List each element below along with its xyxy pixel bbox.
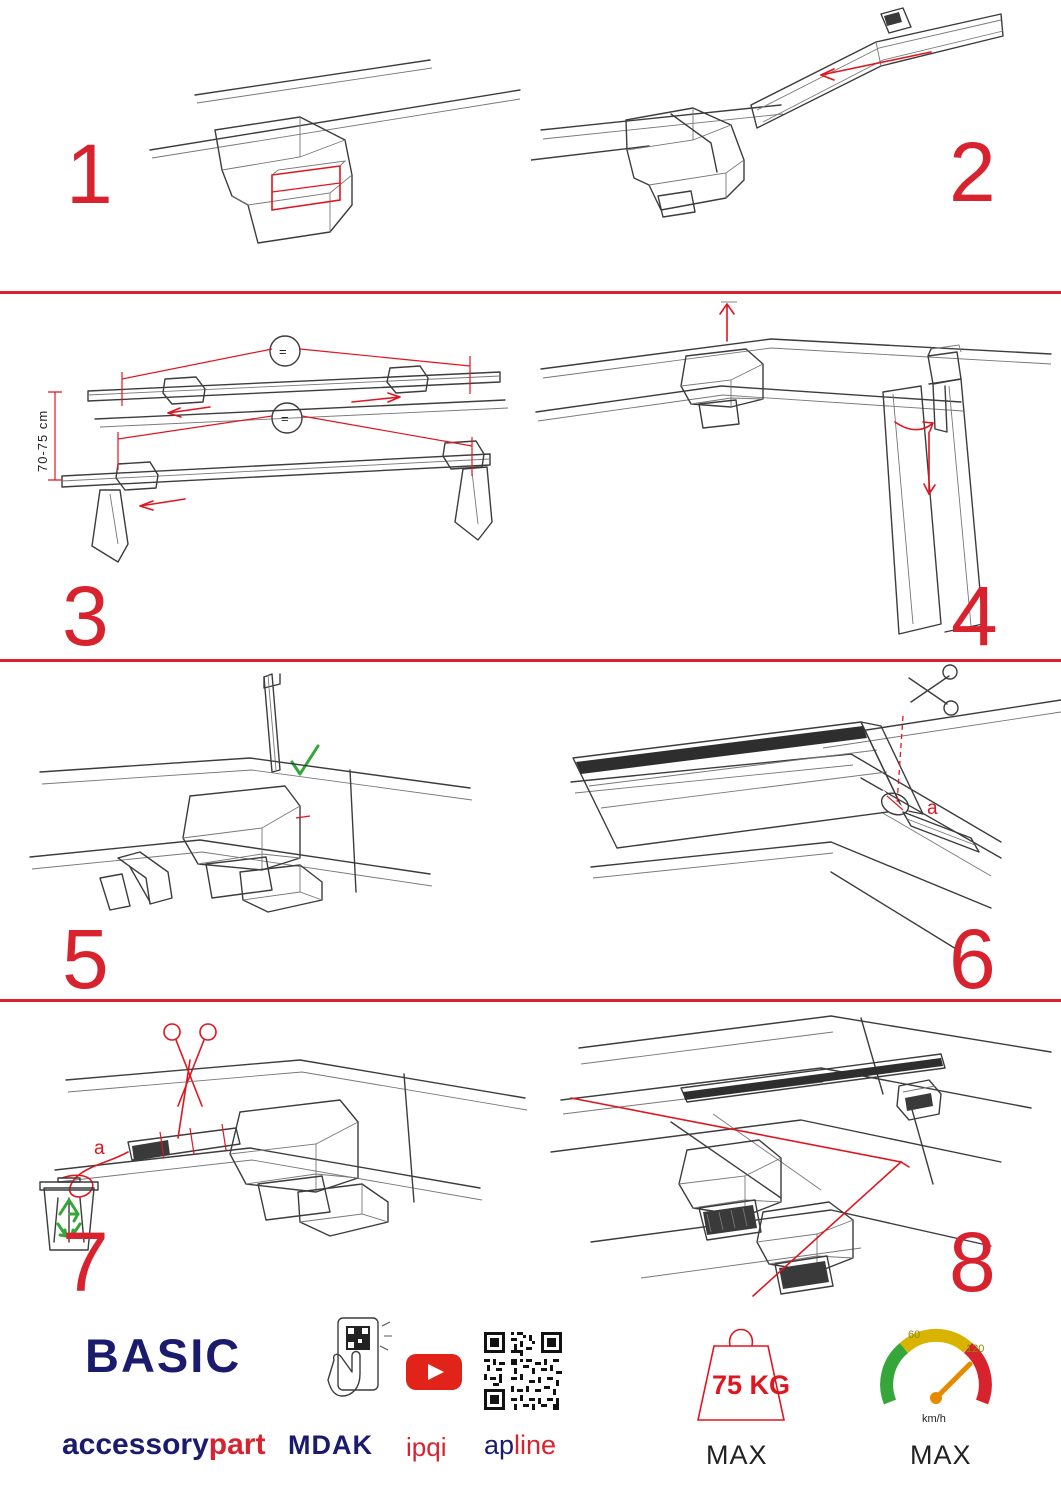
step-number-1: 1: [66, 127, 113, 221]
partner-apline: [484, 1430, 556, 1461]
step-1-panel: [0, 0, 530, 290]
step-number-4: 4: [951, 569, 998, 658]
youtube-icon[interactable]: [404, 1350, 464, 1394]
step-7-panel: [0, 1002, 530, 1298]
scissors-icon: [909, 665, 958, 715]
step-number-8: 8: [949, 1215, 996, 1298]
step-number-6: 6: [949, 912, 996, 998]
partner-ipqi: ipqi: [406, 1432, 447, 1462]
equal-mark-top: =: [279, 344, 288, 359]
brand-accessory-first: accessory: [62, 1428, 209, 1461]
brand-basic: BASIC: [85, 1329, 242, 1382]
step-5-panel: [0, 662, 530, 998]
speed-tick-120: 120: [966, 1343, 985, 1355]
qr-code-icon: [484, 1332, 562, 1410]
check-icon: [292, 746, 318, 774]
step-number-7: 7: [62, 1215, 109, 1298]
part-label-a-7: a: [94, 1138, 105, 1159]
step-number-5: 5: [62, 912, 109, 998]
speedometer-icon: [874, 1310, 1000, 1432]
partner-apline-second: line: [514, 1430, 557, 1460]
step-8-panel: [531, 1002, 1061, 1298]
weight-icon: [676, 1312, 806, 1432]
weight-max-label: MAX: [706, 1440, 768, 1470]
partner-apline-first: ap: [484, 1430, 515, 1460]
brand-accessory-second: part: [208, 1428, 266, 1461]
step-number-3: 3: [62, 569, 109, 658]
speed-unit: km/h: [922, 1413, 946, 1425]
speed-tick-60: 60: [908, 1329, 921, 1341]
partner-mdak: MDAK: [288, 1430, 373, 1460]
footer: [0, 1300, 1061, 1500]
speed-max-label: MAX: [910, 1440, 972, 1470]
phone-scan-icon: [312, 1312, 396, 1412]
brand-accessorypart: [62, 1428, 265, 1462]
step-6-panel: [531, 662, 1061, 998]
step-3-panel: [0, 294, 530, 658]
equal-mark-bottom: =: [281, 411, 290, 426]
step-4-panel: [531, 294, 1061, 658]
step-number-2: 2: [949, 125, 996, 219]
dimension-label: 70-75 cm: [35, 409, 50, 472]
step-2-panel: [531, 0, 1061, 290]
weight-value: 75 KG: [712, 1370, 791, 1400]
part-label-a: a: [927, 798, 938, 819]
